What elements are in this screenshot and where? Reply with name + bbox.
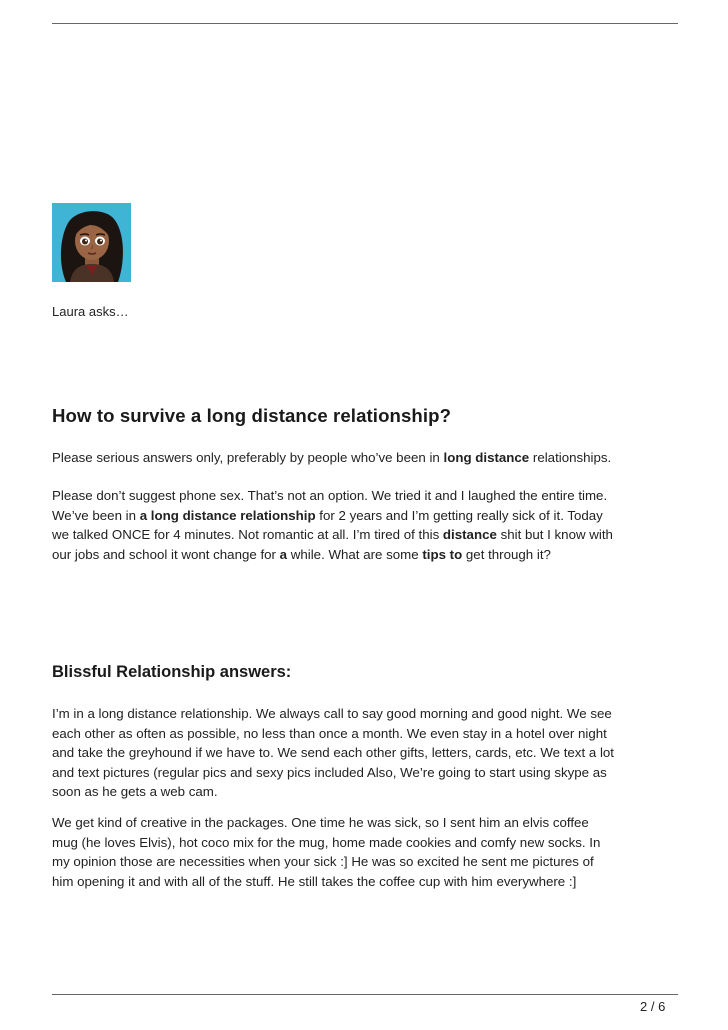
asker-label: Laura asks… <box>52 304 129 319</box>
avatar-image <box>52 203 131 282</box>
text-line: We’ve been in a long distance relationship for 2 years and I’m getting really sick of it. Today <box>52 507 603 523</box>
text-line: we talked ONCE for 4 minutes. Not romantic at all. I’m tired of this distance shit but I know with <box>52 527 613 542</box>
question-title: How to survive a long distance relationship? <box>52 405 452 426</box>
text-line: I’m in a long distance relationship. We always call to say good morning and good night. We see <box>52 706 612 721</box>
text-line: my opinion those are necessities when your sick :] He was so excited he sent me pictures of <box>52 854 594 869</box>
text-line: soon as he gets a web cam. <box>52 784 218 799</box>
question-paragraph-1: Please serious answers only, preferably by people who’ve been in long distance relationships. <box>52 450 612 465</box>
answer-title: Blissful Relationship answers: <box>52 663 292 681</box>
avatar <box>52 203 131 282</box>
footer-rule <box>52 994 678 995</box>
answer-paragraph-1 <box>52 704 692 802</box>
text-line: mug (he loves Elvis), hot coco mix for the mug, home made cookies and comfy new socks. In <box>52 834 601 850</box>
header-rule <box>52 23 678 24</box>
text-line: our jobs and school it wont change for a while. What are some tips to get through it? <box>52 546 551 562</box>
text-line: and take the greyhound if we have to. We send each other gifts, letters, cards, etc. We text a lot <box>52 745 614 760</box>
text-line: each other as often as possible, no less than once a month. We even stay in a hotel over night <box>52 725 607 741</box>
text-line: and text pictures (regular pics and sexy pics included Also, We’re going to start using skype as <box>52 764 607 780</box>
answer-paragraph-2 <box>52 813 692 891</box>
text-line: Please don’t suggest phone sex. That’s not an option. We tried it and I laughed the entire time. <box>52 488 608 503</box>
page-number: 2 / 6 <box>640 999 666 1014</box>
text-line: We get kind of creative in the packages. One time he was sick, so I sent him an elvis coffee <box>52 815 589 830</box>
text-line: him opening it and with all of the stuff. He still takes the coffee cup with him everywhere :] <box>52 873 577 889</box>
question-paragraph-2 <box>52 486 692 564</box>
